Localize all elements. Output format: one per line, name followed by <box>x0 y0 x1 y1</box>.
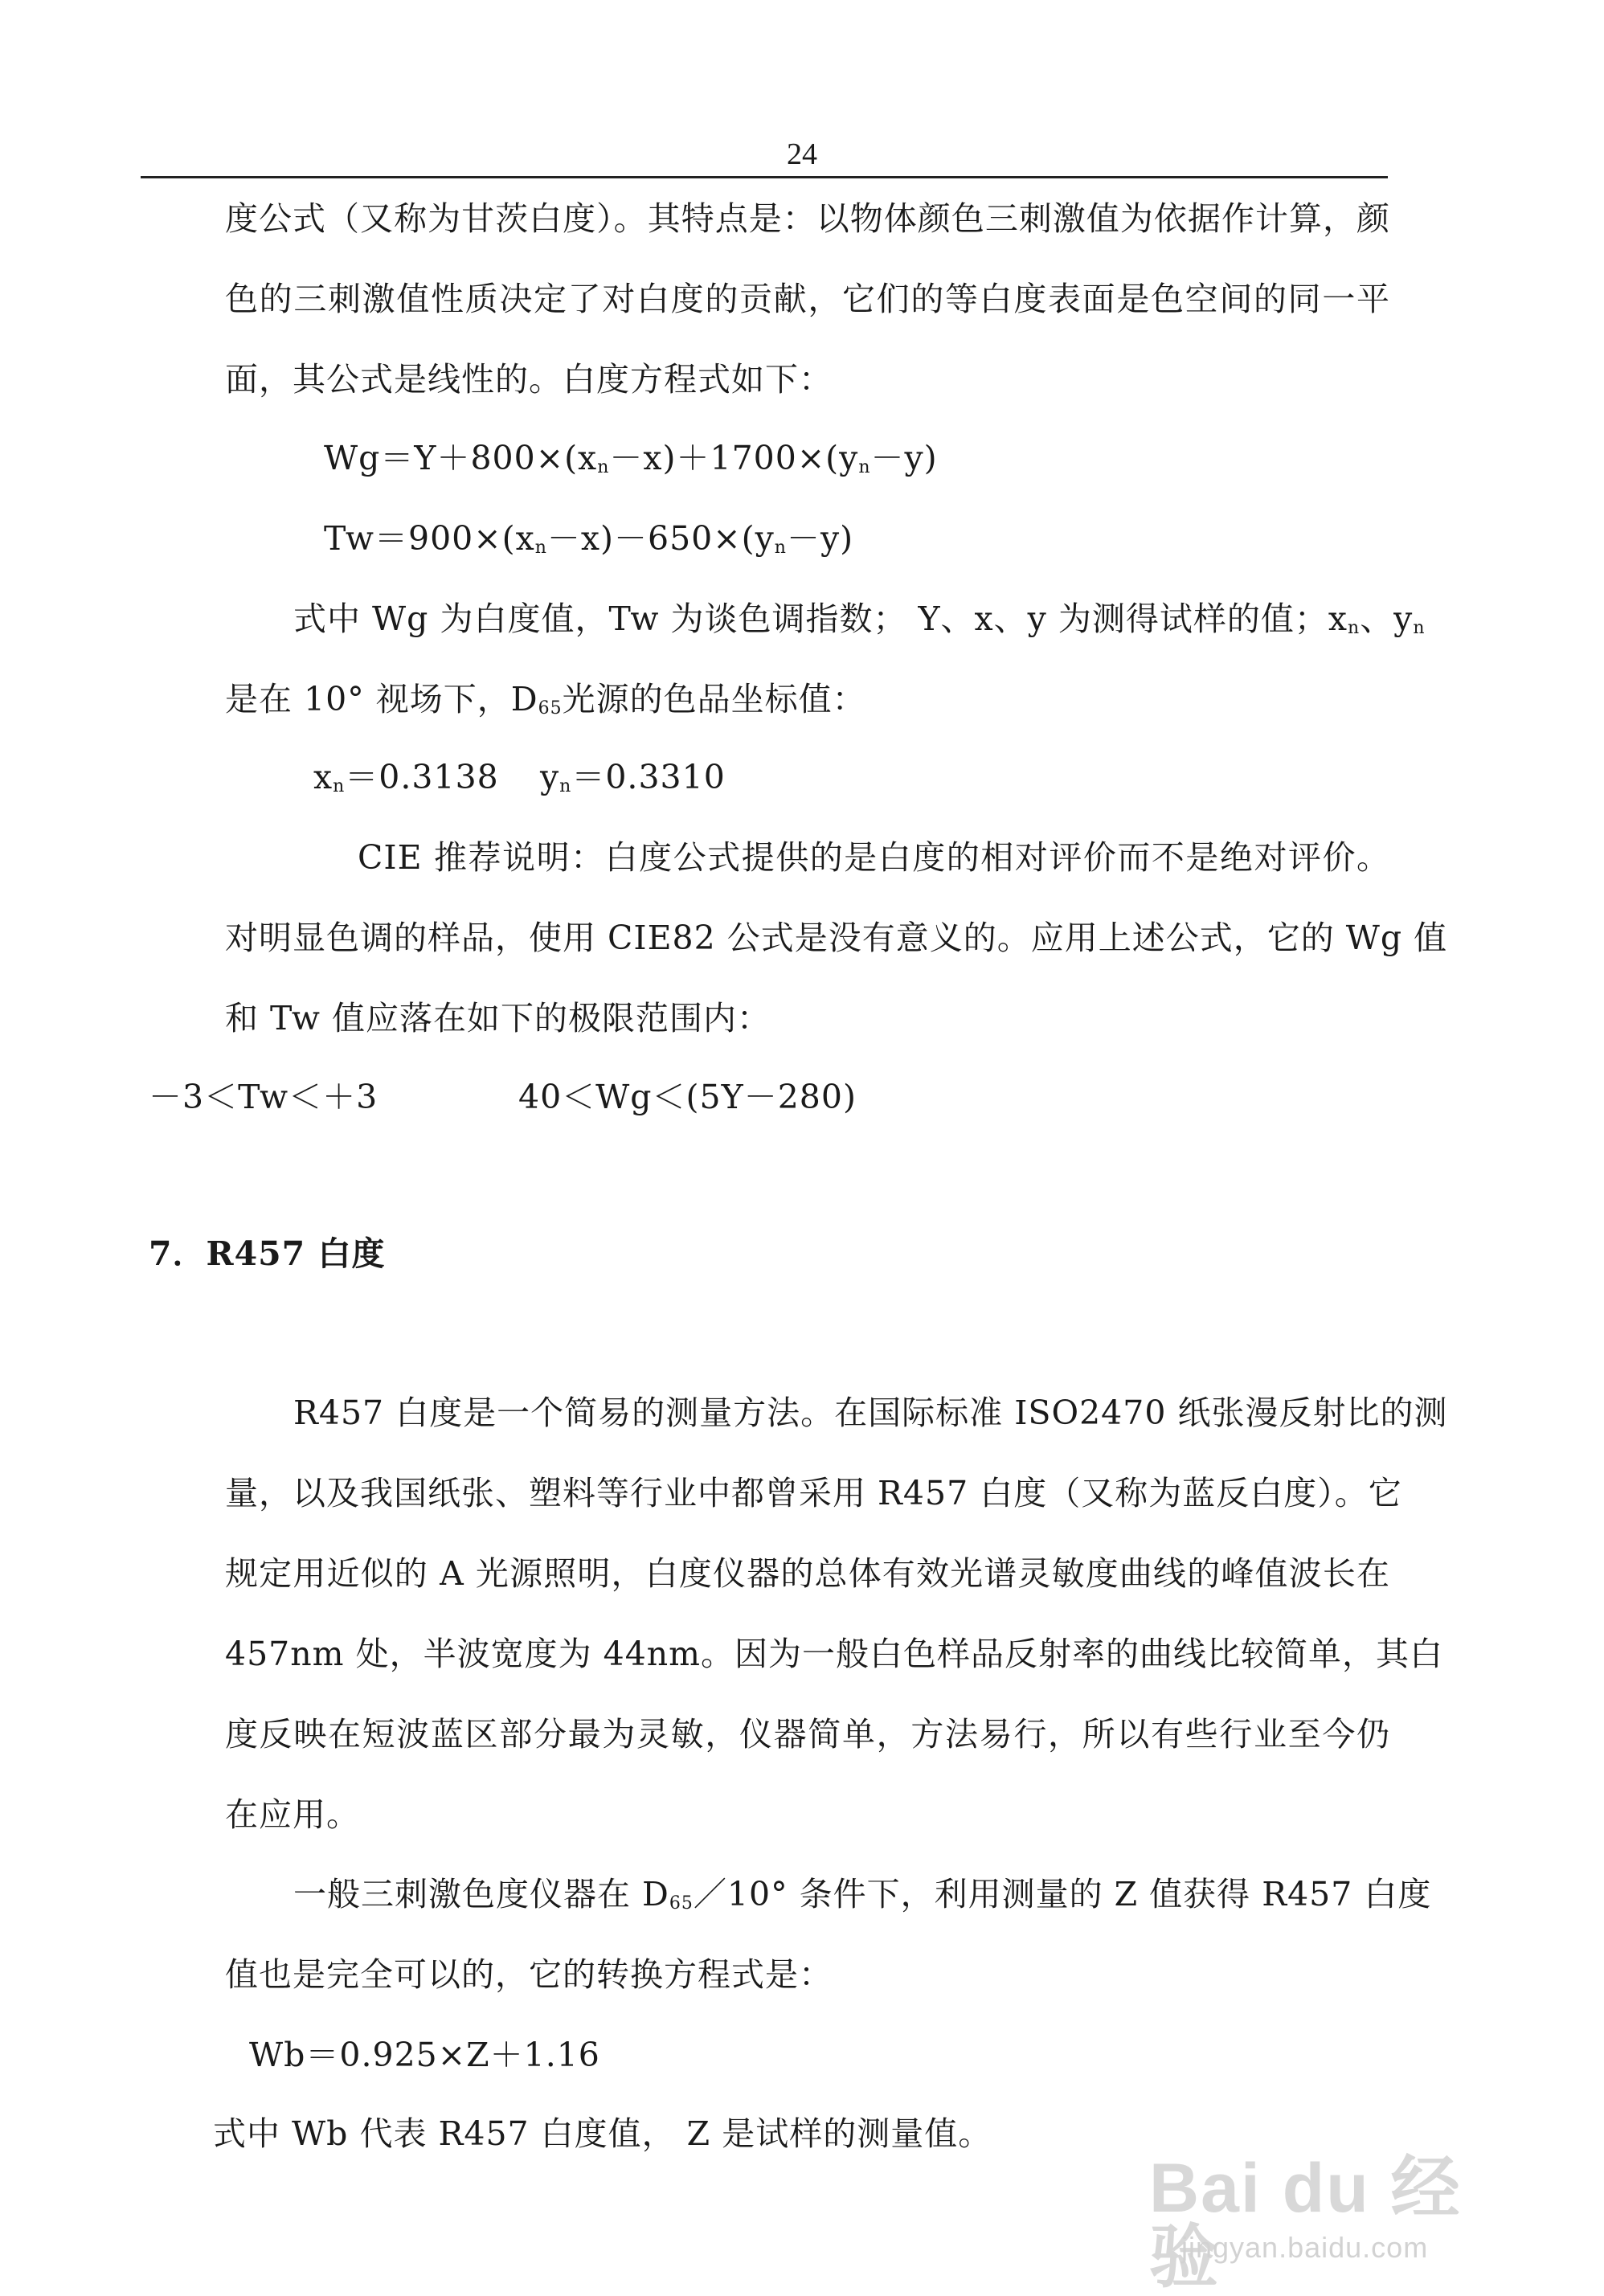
para4-line1: 一般三刺激色度仪器在 D65／10° 条件下，利用测量的 Z 值获得 R457 白度 <box>293 1875 1432 1913</box>
para3-line4: 457nm 处，半波宽度为 44nm。因为一般白色样品反射率的曲线比较简单，其白 <box>225 1635 1444 1673</box>
para4-line2: 值也是完全可以的，它的转换方程式是： <box>225 1955 833 1994</box>
coord-xn: xn＝0.3138 <box>313 758 499 796</box>
para3-line3: 规定用近似的 A 光源照明，白度仪器的总体有效光谱灵敏度曲线的峰值波长在 <box>225 1554 1390 1593</box>
para3-line1: R457 白度是一个简易的测量方法。在国际标准 ISO2470 纸张漫反射比的测 <box>293 1394 1448 1432</box>
section-heading: 7．R457 白度 <box>149 1234 386 1273</box>
formula-wb: Wb＝0.925×Z＋1.16 <box>249 2036 600 2074</box>
para3-line2: 量，以及我国纸张、塑料等行业中都曾采用 R457 白度（又称为蓝反白度）。它 <box>225 1474 1402 1512</box>
para2-line1: 式中 Wg 为白度值，Tw 为谈色调指数； Y、x、y 为测得试样的值；xn、yn <box>293 600 1426 638</box>
formula-tw: Tw＝900×(xn－x)－650×(yn－y) <box>324 519 854 558</box>
watermark-url: jingyan.baidu.com <box>1181 2231 1429 2264</box>
para1-line2: 色的三刺激值性质决定了对白度的贡献，它们的等白度表面是色空间的同一平 <box>225 280 1390 318</box>
cie-note-line2: 对明显色调的样品，使用 CIE82 公式是没有意义的。应用上述公式，它的 Wg 值 <box>225 919 1448 957</box>
para5: 式中 Wb 代表 R457 白度值， Z 是试样的测量值。 <box>213 2114 992 2153</box>
header-rule <box>141 176 1388 178</box>
para3-line6: 在应用。 <box>225 1795 360 1834</box>
limit-tw: －3＜Tw＜＋3 <box>149 1078 378 1116</box>
para2-line2: 是在 10° 视场下，D65光源的色品坐标值： <box>225 680 866 718</box>
cie-note-line1: CIE 推荐说明：白度公式提供的是白度的相对评价而不是绝对评价。 <box>358 838 1390 877</box>
page-number: 24 <box>787 137 817 171</box>
para1-line3: 面，其公式是线性的。白度方程式如下： <box>225 360 833 399</box>
limit-wg: 40＜Wg＜(5Y－280) <box>518 1078 857 1116</box>
para1-line1: 度公式（又称为甘茨白度）。其特点是：以物体颜色三刺激值为依据作计算，颜 <box>225 199 1390 238</box>
baidu-jingyan-watermark <box>1149 2146 1503 2296</box>
para3-line5: 度反映在短波蓝区部分最为灵敏，仪器简单，方法易行，所以有些行业至今仍 <box>225 1715 1390 1754</box>
coord-yn: yn＝0.3310 <box>540 758 726 796</box>
formula-wg: Wg＝Y＋800×(xn－x)＋1700×(yn－y) <box>324 439 938 477</box>
cie-note-line3: 和 Tw 值应落在如下的极限范围内： <box>225 999 771 1037</box>
watermark-logo: Bai du 经验 <box>1149 2150 1462 2296</box>
